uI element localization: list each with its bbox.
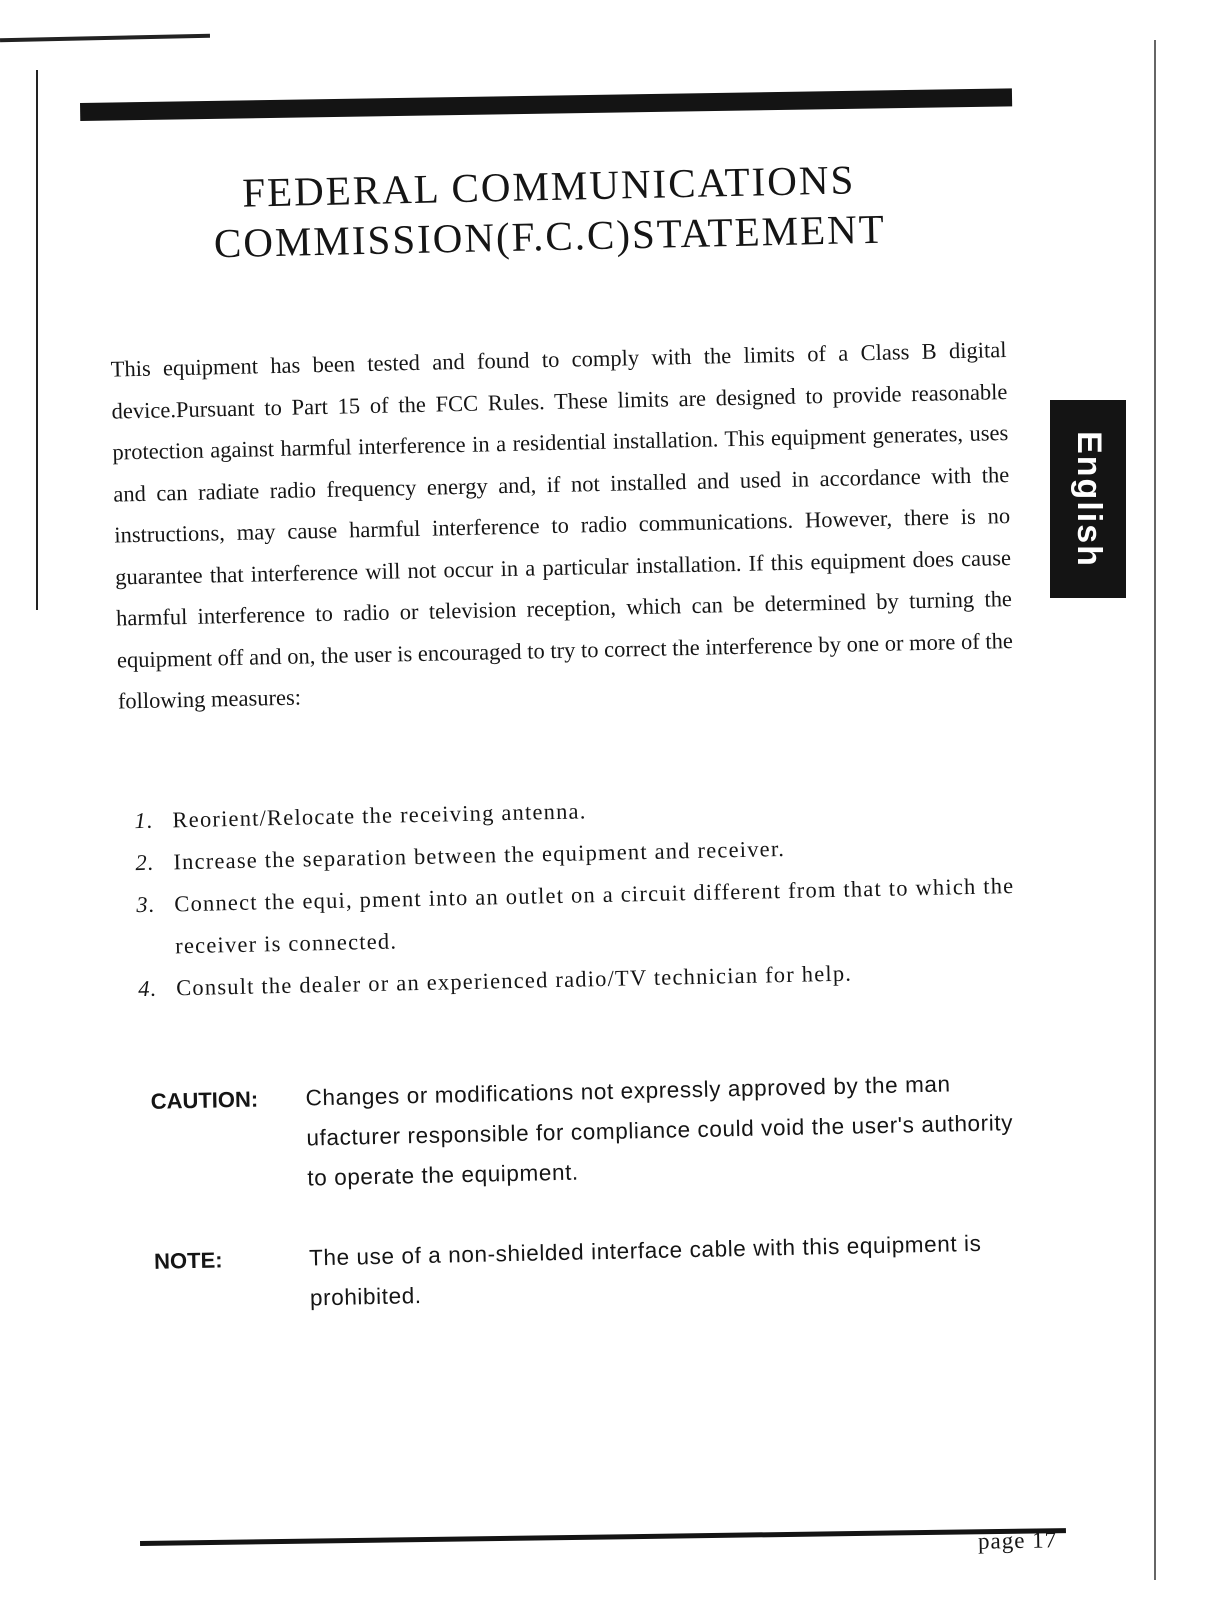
caution-block xyxy=(150,1062,1050,1191)
page-title xyxy=(138,152,960,270)
caution-text: Changes or modifications not expressly approved by the man ufacturer responsible for compliance could void the user's authority to operate the equipment. xyxy=(305,1071,1014,1191)
fcc-statement-paragraph: This equipment has been tested and found to comply with the limits of a Class B digital device.Pursuant to Part 15 of the FCC Rules. These limits are designed to provide reasonable protection against harmful interference in a residential installation. This equipment generates, uses and can radiate radio frequency energy and, if not installed and used in accordance with the instructions, may cause harmful interference to radio communications. However, there is no guarantee that interference will not occur in a particular installation. If this equipment does cause harmful interference to radio or television reception, which can be determined by turning the equipment off and on, the user is encouraged to try to correct the interference by one or more of the following measures: xyxy=(110,337,1014,714)
page-number: page 17 xyxy=(977,1527,1058,1554)
list-item-number: 2. xyxy=(135,849,155,876)
list-item-text: Increase the separation between the equipment and receiver. xyxy=(173,836,786,875)
note-block xyxy=(153,1222,1054,1311)
title-line-1: FEDERAL COMMUNICATIONS xyxy=(241,156,856,216)
measures-list xyxy=(134,781,1038,1011)
list-item-text: Connect the equi, pment into an outlet on a circuit different from that to which the receiver is connected. xyxy=(174,873,1015,959)
list-item-number: 3. xyxy=(136,891,156,918)
note-text: The use of a non-shielded interface cable with this equipment is prohibited. xyxy=(308,1230,982,1311)
note-label: NOTE: xyxy=(153,1247,223,1274)
list-item-number: 4. xyxy=(137,975,158,1002)
caution-label: CAUTION: xyxy=(150,1086,259,1114)
language-tab-label: English xyxy=(1069,430,1108,568)
list-item-number: 1. xyxy=(134,807,155,834)
list-item-text: Consult the dealer or an experienced radio/TV technician for help. xyxy=(175,960,853,1001)
title-line-2: COMMISSION(F.C.C)STATEMENT xyxy=(213,205,887,267)
list-item-text: Reorient/Relocate the receiving antenna. xyxy=(172,798,587,833)
